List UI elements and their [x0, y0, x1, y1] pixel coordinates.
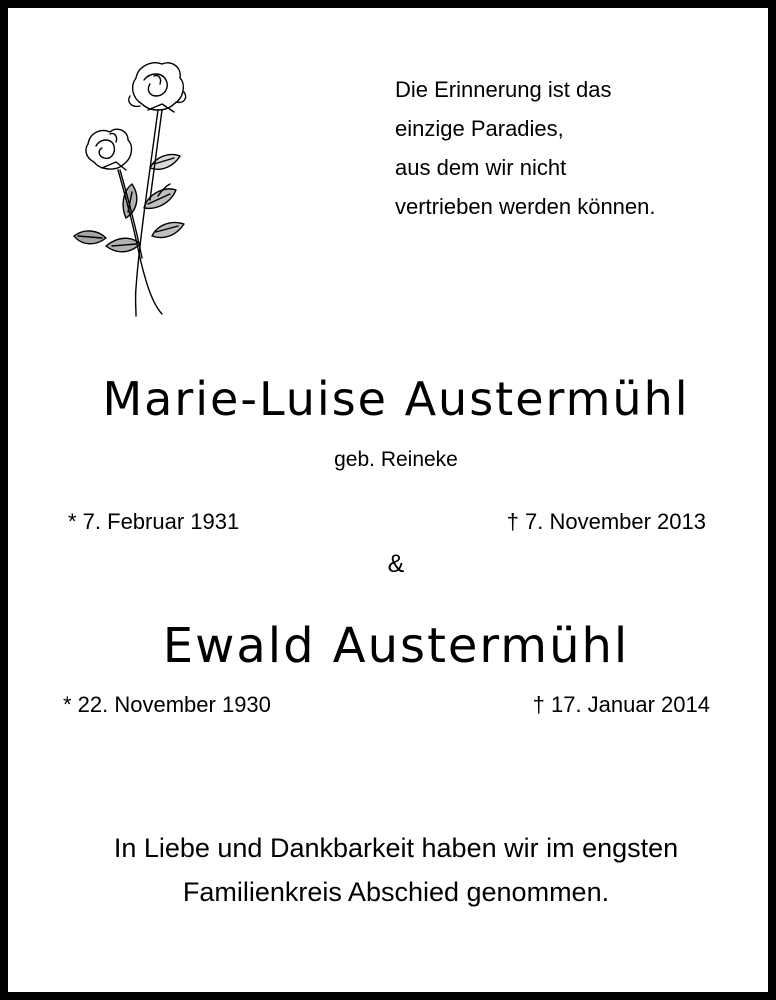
death-date-2: † 17. Januar 2014 — [532, 692, 710, 717]
maiden-name: geb. Reineke — [334, 448, 458, 471]
closing-message — [8, 826, 776, 914]
deceased-name-2: Ewald Austermühl — [162, 618, 630, 674]
rose-icon — [66, 58, 196, 320]
quote-line: einzige Paradies, — [395, 116, 564, 141]
ampersand: & — [387, 550, 405, 578]
closing-line: In Liebe und Dankbarkeit haben wir im engsten — [113, 833, 679, 863]
quote-line: vertrieben werden können. — [395, 194, 656, 219]
birth-date-2: * 22. November 1930 — [63, 692, 271, 717]
deceased-name-1: Marie-Luise Austermühl — [102, 372, 690, 426]
quote-line: Die Erinnerung ist das — [395, 77, 612, 102]
quote-line: aus dem wir nicht — [395, 155, 567, 180]
memorial-quote — [395, 70, 755, 226]
birth-date-1: * 7. Februar 1931 — [68, 509, 240, 534]
death-date-1: † 7. November 2013 — [506, 509, 706, 534]
closing-line: Familienkreis Abschied genommen. — [182, 877, 610, 907]
